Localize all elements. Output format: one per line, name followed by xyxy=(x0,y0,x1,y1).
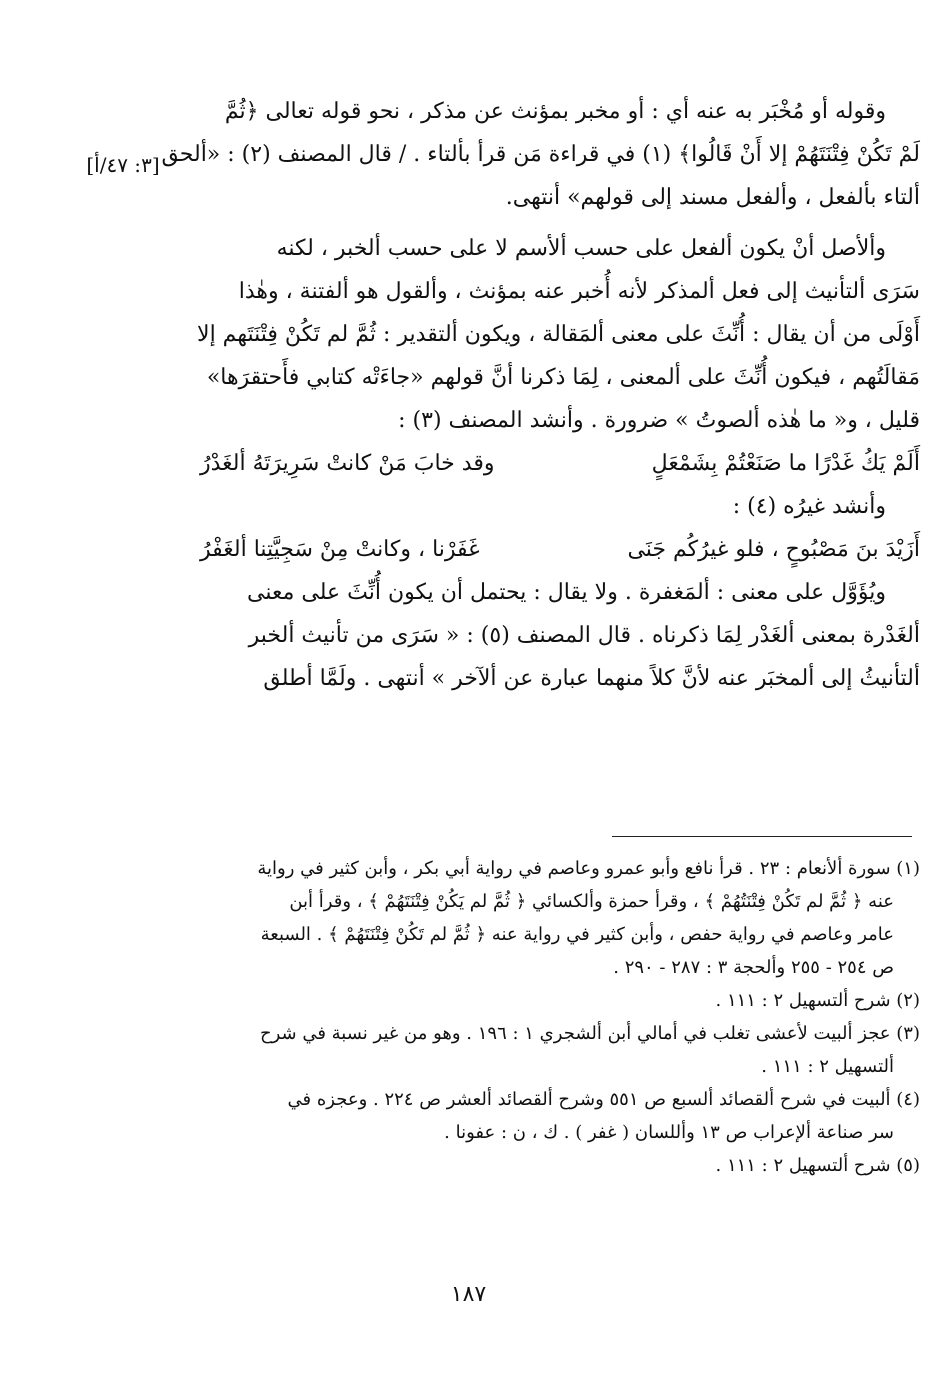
poetry-verse xyxy=(200,533,920,567)
body-line: وأنشد غيرُه (٤) : xyxy=(732,494,886,519)
footnote-line: عنه ﴿ ثُمَّ لم تَكُنْ فِتْنَتُهُمْ ﴾ ، وقرأ حمزة وألكسائي ﴿ ثُمَّ لم يَكُنْ فِتْنَتَهُمْ ﴾ ، وقرأ أبن xyxy=(289,891,894,912)
footnote-line: عامر وعاصم في رواية حفص ، وأبن كثير في رواية عنه ﴿ ثُمَّ لم تَكُنْ فِتْنَتَهُمْ ﴾ . السبعة xyxy=(260,924,894,945)
footnote-line: (١) سورة ألأنعام : ٢٣ . قرأ نافع وأبو عمرو وعاصم في رواية أبي بكر ، وأبن كثير في رواية xyxy=(257,858,920,879)
body-line: ألتاء بألفعل ، وألفعل مسند إلى قولهم» أنتهى. xyxy=(505,185,920,210)
footnote-separator xyxy=(612,836,912,837)
footnote-line: (٥) شرح ألتسهيل ٢ : ١١١ . xyxy=(715,1155,920,1176)
footnote-line: (٤) ألبيت في شرح ألقصائد ألسبع ص ٥٥١ وشرح ألقصائد ألعشر ص ٢٢٤ . وعجزه في xyxy=(287,1089,920,1110)
body-line: مَقالَتُهم ، فيكون أُنِّثَ على ألمعنى ، لِمَا ذكرنا أنَّ قولهم «جاءَتْه كتابي فأَحتقرَها» xyxy=(206,365,920,390)
body-line: ألغَدْرة بمعنى ألغَدْر لِمَا ذكرناه . قال المصنف (٥) : « سَرَى من تأنيث ألخبر xyxy=(248,623,920,648)
body-line: سَرَى ألتأنيث إلى فعل ألمذكر لأنه أُخبر عنه بمؤنث ، وألقول هو ألفتنة ، وهٰذا xyxy=(238,279,920,304)
page-number: ١٨٧ xyxy=(450,1282,487,1307)
verse-second-hemistich: وقد خابَ مَنْ كانتْ سَرِيرَتَهُ ألغَدْرُ xyxy=(200,451,495,476)
body-line: ويُؤَوَّل على معنى : ألمَغفرة . ولا يقال : يحتمل أن يكون أُنِّثَ على معنى xyxy=(247,580,886,605)
verse-second-hemistich: غَفَرْنا ، وكانتْ مِنْ سَجِيَّتِنا ألغَفْرُ xyxy=(200,537,480,562)
verse-first-hemistich: أَلَمْ يَكُ غَدْرًا ما صَنَعْتُمْ بِشَمْعَلٍ xyxy=(651,451,920,476)
body-line: وألأصل أنْ يكون ألفعل على حسب ألأسم لا على حسب ألخبر ، لكنه xyxy=(276,236,886,261)
footnotes xyxy=(200,855,920,1185)
body-line: وقوله أو مُخْبَر به عنه أي : أو مخبر بمؤنث عن مذكر ، نحو قوله تعالى ﴿ثُمَّ xyxy=(224,99,886,124)
body-line: قليل ، و« ما هٰذه ألصوتُ » ضرورة . وأنشد المصنف (٣) : xyxy=(398,408,920,433)
verse-first-hemistich: أَزَيْدَ بنَ مَصْبُوحٍ ، فلو غيرُكُم جَنَى xyxy=(627,537,920,562)
footnote-line: (٣) عجز ألبيت لأعشى تغلب في أمالي أبن ألشجري ١ : ١٩٦ . وهو من غير نسبة في شرح xyxy=(259,1023,920,1044)
body-line: لَمْ تَكُنْ فِتْنَتَهُمْ إلا أَنْ قَالُوا﴾ (١) في قراءة مَن قرأ بألتاء . / قال المصنف (٢) : «ألحق xyxy=(161,142,920,167)
footnote-line: سر صناعة ألإعراب ص ١٣ وأللسان ( غفر ) . ك ، ن : عفونا . xyxy=(444,1122,894,1143)
poetry-verse xyxy=(200,447,920,481)
footnote-line: ص ٢٥٤ - ٢٥٥ وألحجة ٣ : ٢٨٧ - ٢٩٠ . xyxy=(613,957,894,978)
manuscript-folio-reference: [٣: ٤٧/أ] xyxy=(86,153,160,177)
body-line: أَوْلَى من أن يقال : أُنِّثَ على معنى ألمَقالة ، ويكون ألتقدير : ثُمَّ لم تَكُنْ فِتْنَتَهم إلا xyxy=(197,322,920,347)
body-line: ألتأنيثُ إلى ألمخبَر عنه لأنَّ كلاً منهما عبارة عن ألآخر » أنتهى . ولَمَّا أطلق xyxy=(263,666,920,691)
footnote-line: ألتسهيل ٢ : ١١١ . xyxy=(761,1056,894,1077)
main-text xyxy=(161,95,920,705)
footnote-line: (٢) شرح ألتسهيل ٢ : ١١١ . xyxy=(715,990,920,1011)
